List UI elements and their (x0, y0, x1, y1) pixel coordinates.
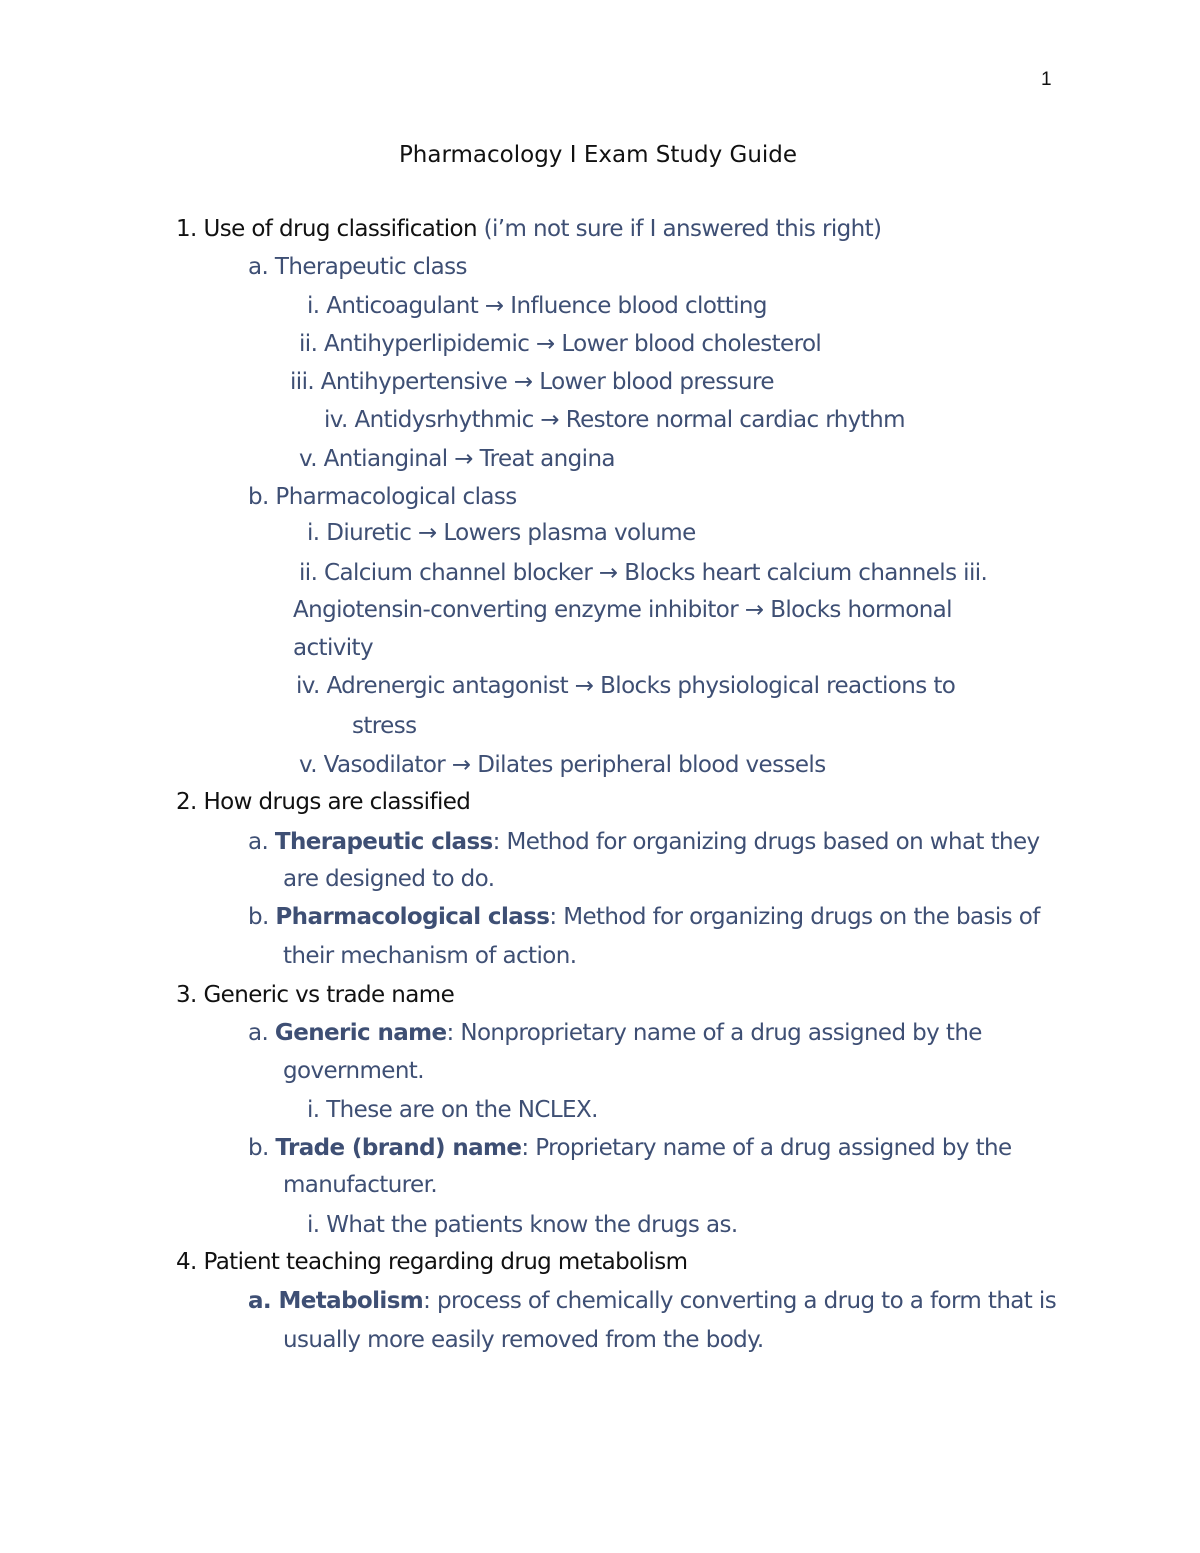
text-line (307, 1212, 738, 1238)
line-text: iv. Antidysrhythmic → Restore normal cardiac rhythm (324, 407, 905, 433)
text-line (248, 254, 467, 280)
text-line (176, 982, 454, 1008)
text-line (299, 446, 615, 472)
line-text: (i’m not sure if I answered this right) (483, 216, 882, 242)
line-text: usually more easily removed from the body. (283, 1327, 764, 1353)
page-number: 1 (1041, 69, 1052, 90)
line-text: ii. Antihyperlipidemic → Lower blood cholesterol (299, 331, 822, 357)
line-text: b. (248, 1135, 276, 1161)
text-line (293, 597, 952, 623)
term-label: Trade (brand) name (275, 1135, 522, 1161)
line-text: : Nonproprietary name of a drug assigned by the (446, 1020, 982, 1046)
line-text: 3. Generic vs trade name (176, 982, 455, 1008)
line-text: 1. Use of drug classification (176, 216, 484, 242)
text-line (176, 216, 881, 242)
line-text: : Proprietary name of a drug assigned by the (521, 1135, 1012, 1161)
line-text: i. What the patients know the drugs as. (307, 1212, 738, 1238)
text-line (248, 1288, 1056, 1314)
line-text: : Method for organizing drugs on the basis of (549, 904, 1040, 930)
line-text: 4. Patient teaching regarding drug metabolism (176, 1249, 688, 1275)
line-text: a. Therapeutic class (248, 254, 467, 280)
term-label: Metabolism (278, 1288, 424, 1314)
text-line (324, 407, 905, 433)
line-text: a. (248, 1020, 275, 1046)
term-label: Therapeutic class (274, 829, 493, 855)
line-text: 2. How drugs are classified (176, 789, 471, 815)
line-text: i. Anticoagulant → Influence blood clotting (307, 293, 767, 319)
term-label: a. (248, 1288, 279, 1314)
line-text: a. (248, 829, 275, 855)
text-line (283, 943, 576, 969)
line-text: activity (293, 635, 373, 661)
line-text: their mechanism of action. (283, 943, 577, 969)
line-text: i. These are on the NCLEX. (307, 1097, 598, 1123)
text-line (307, 293, 767, 319)
line-text: ii. Calcium channel blocker → Blocks heart calcium channels iii. (299, 560, 988, 586)
text-line (307, 520, 696, 546)
line-text: Angiotensin-converting enzyme inhibitor → Blocks hormonal (293, 597, 952, 623)
line-text: government. (283, 1058, 424, 1084)
line-text: v. Antianginal → Treat angina (299, 446, 615, 472)
document-title: Pharmacology I Exam Study Guide (398, 142, 798, 168)
text-line (248, 1135, 1012, 1161)
line-text: : Method for organizing drugs based on what they (492, 829, 1040, 855)
text-line (283, 1327, 764, 1353)
line-text: : process of chemically converting a drug to a form that is (423, 1288, 1057, 1314)
text-line (248, 1020, 982, 1046)
line-text: i. Diuretic → Lowers plasma volume (307, 520, 696, 546)
line-text: are designed to do. (283, 866, 495, 892)
text-line (299, 560, 987, 586)
text-line (290, 369, 774, 395)
text-line (283, 866, 494, 892)
term-label: Pharmacological class (275, 904, 550, 930)
text-line (283, 1172, 437, 1198)
text-line (296, 673, 955, 699)
line-text: iii. Antihypertensive → Lower blood pressure (290, 369, 774, 395)
text-line (299, 331, 821, 357)
text-line (307, 1097, 598, 1123)
text-line (352, 713, 416, 739)
text-line (248, 829, 1040, 855)
line-text: v. Vasodilator → Dilates peripheral blood vessels (299, 752, 826, 778)
line-text: stress (352, 713, 417, 739)
term-label: Generic name (274, 1020, 447, 1046)
line-text: b. (248, 904, 276, 930)
text-line (176, 789, 470, 815)
text-line (248, 904, 1040, 930)
line-text: iv. Adrenergic antagonist → Blocks physiological reactions to (296, 673, 956, 699)
text-line (283, 1058, 424, 1084)
text-line (248, 484, 517, 510)
text-line (293, 635, 373, 661)
text-line (176, 1249, 687, 1275)
line-text: b. Pharmacological class (248, 484, 517, 510)
text-line (299, 752, 826, 778)
line-text: manufacturer. (283, 1172, 438, 1198)
